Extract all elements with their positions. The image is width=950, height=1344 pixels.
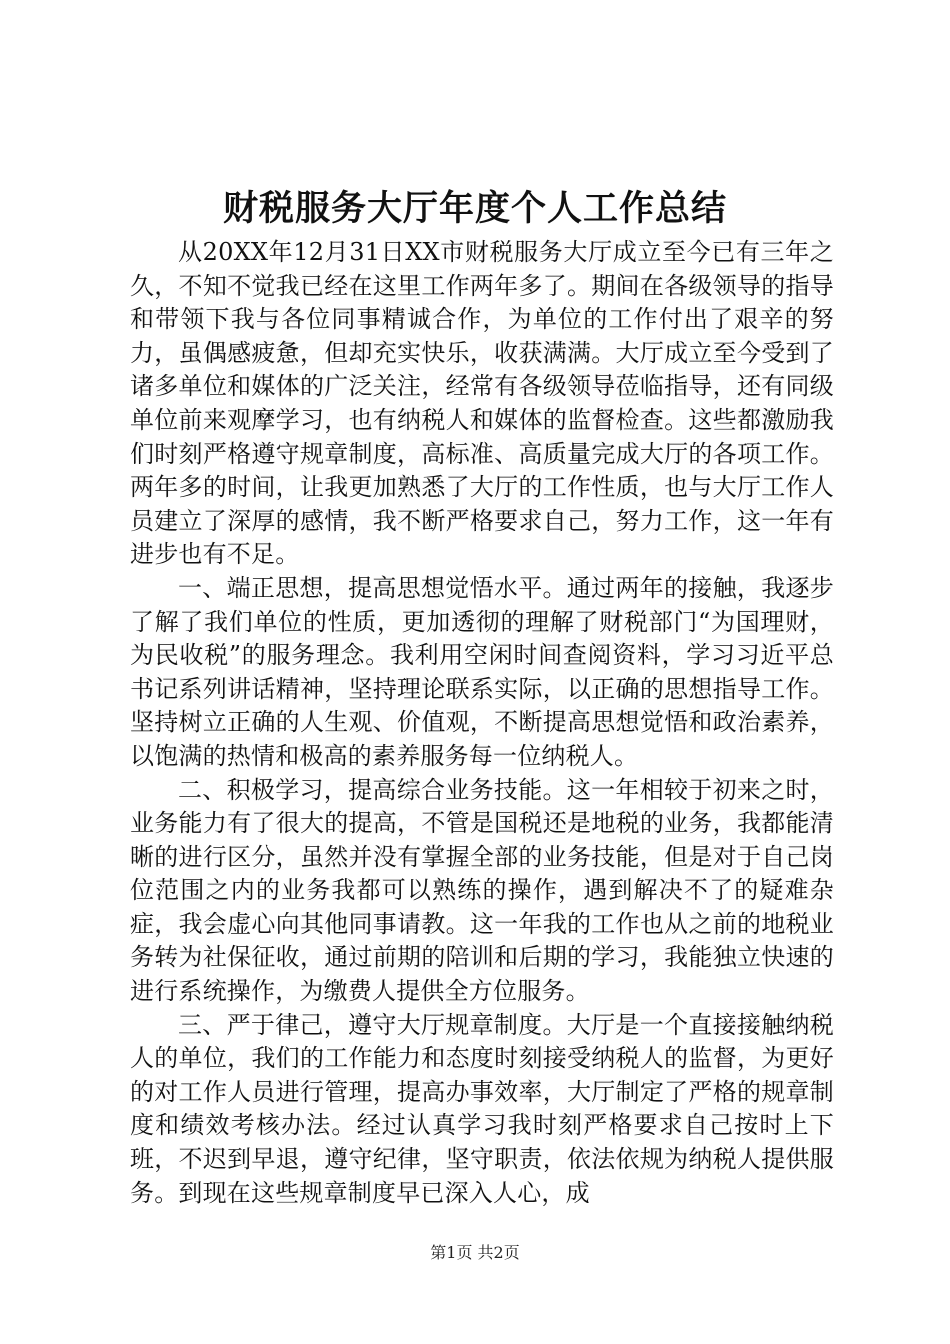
page-number-footer: 第1页 共2页: [430, 1243, 520, 1262]
paragraph-section-1: 一、端正思想，提高思想觉悟水平。通过两年的接触，我逐步了解了我们单位的性质，更加透彻的理解了财税部门“为国理财，为民收税”的服务理念。我利用空闲时间查阅资料，学习习近平总书记系列讲话精神，坚持理论联系实际，以正确的思想指导工作。坚持树立正确的人生观、价值观，不断提高思想觉悟和政治素养，以饱满的热情和极高的素养服务每一位纳税人。: [130, 573, 834, 770]
document-title: 财税服务大厅年度个人工作总结: [222, 188, 727, 229]
paragraph-section-2: 二、积极学习，提高综合业务技能。这一年相较于初来之时，业务能力有了很大的提高，不管是国税还是地税的业务，我都能清晰的进行区分，虽然并没有掌握全部的业务技能，但是对于自己岗位范围之内的业务我都可以熟练的操作，遇到解决不了的疑难杂症，我会虚心向其他同事请教。这一年我的工作也从之前的地税业务转为社保征收，通过前期的陪训和后期的学习，我能独立快速的进行系统操作，为缴费人提供全方位服务。: [130, 775, 834, 1006]
document-body: [130, 236, 834, 1210]
paragraph-intro: 从20XX年12月31日XX市财税服务大厅成立至今已有三年之久，不知不觉我已经在这里工作两年多了。期间在各级领导的指导和带领下我与各位同事精诚合作，为单位的工作付出了艰辛的努力，虽偶感疲惫，但却充实快乐，收获满满。大厅成立至今受到了诸多单位和媒体的广泛关注，经常有各级领导莅临指导，还有同级单位前来观摩学习，也有纳税人和媒体的监督检查。这些都激励我们时刻严格遵守规章制度，高标准、高质量完成大厅的各项工作。两年多的时间，让我更加熟悉了大厅的工作性质，也与大厅工作人员建立了深厚的感情，我不断严格要求自己，努力工作，这一年有进步也有不足。: [130, 238, 834, 569]
paragraph-section-3: 三、严于律己，遵守大厅规章制度。大厅是一个直接接触纳税人的单位，我们的工作能力和态度时刻接受纳税人的监督，为更好的对工作人员进行管理，提高办事效率，大厅制定了严格的规章制度和绩效考核办法。经过认真学习我时刻严格要求自己按时上下班，不迟到早退，遵守纪律，坚守职责，依法依规为纳税人提供服务。到现在这些规章制度早已深入人心，成: [130, 1010, 834, 1207]
